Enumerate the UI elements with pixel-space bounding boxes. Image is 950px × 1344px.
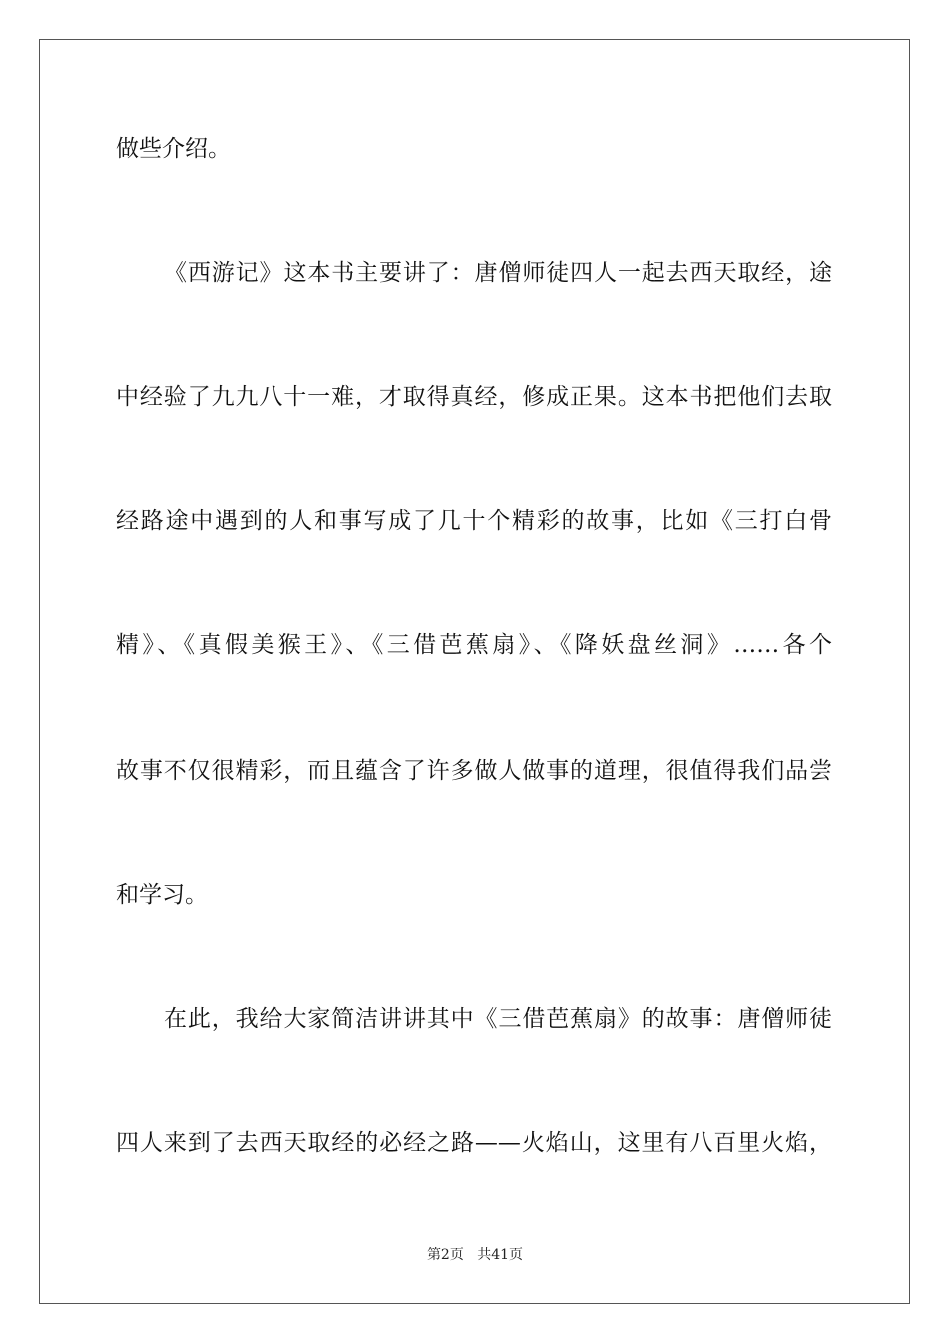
paragraph-first-line: 在此，我给大家简洁讲讲其中《三借芭蕉扇》的故事：唐僧师徒: [164, 1006, 832, 1032]
text-line: 四人来到了去西天取经的必经之路——火焰山，这里有八百里火焰，: [116, 1130, 832, 1156]
page-footer: [0, 1245, 950, 1265]
page-border: [39, 39, 910, 1304]
text-line: 做些介绍。: [116, 136, 231, 162]
text-line: 经路途中遇到的人和事写成了几十个精彩的故事，比如《三打白骨: [116, 508, 832, 534]
text-line: 和学习。: [116, 882, 208, 908]
text-line: 精》、《真假美猴王》、《三借芭蕉扇》、《降妖盘丝洞》……各个: [116, 632, 832, 658]
paragraph-first-line: 《西游记》这本书主要讲了：唐僧师徒四人一起去西天取经，途: [164, 260, 832, 286]
page-number: 第2页: [426, 1247, 464, 1263]
text-line: 中经验了九九八十一难，才取得真经，修成正果。这本书把他们去取: [116, 384, 832, 410]
page-total: 共41页: [477, 1247, 524, 1263]
text-line: 故事不仅很精彩，而且蕴含了许多做人做事的道理，很值得我们品尝: [116, 758, 832, 784]
